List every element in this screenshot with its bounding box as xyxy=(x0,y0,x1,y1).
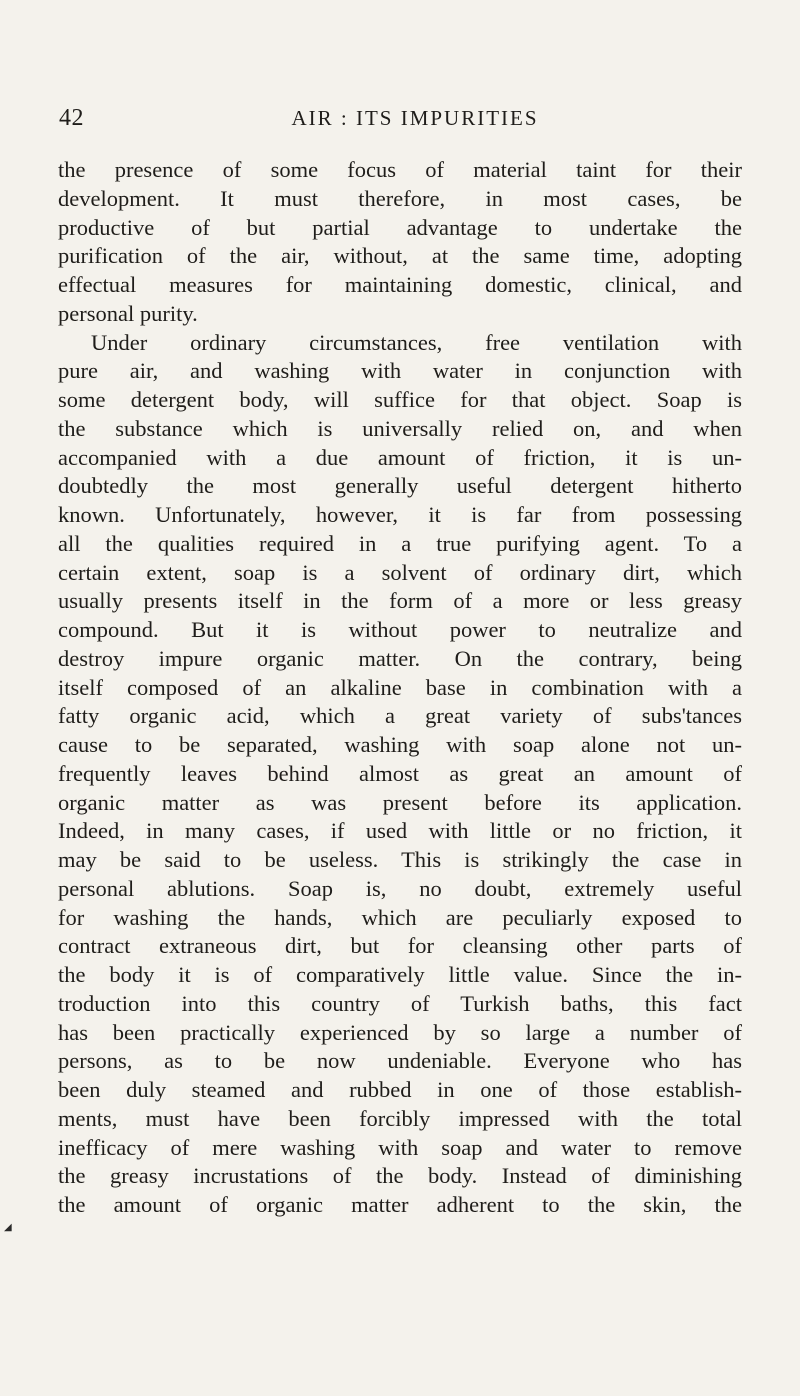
text-line: Under ordinary circumstances, free ventilation with xyxy=(91,329,742,355)
paragraph xyxy=(58,156,742,329)
text-line: the body it is of comparatively little value. Since the in- xyxy=(58,962,742,987)
text-line: may be said to be useless. This is strikingly the case in xyxy=(58,847,742,872)
text-line: contract extraneous dirt, but for cleansing other parts of xyxy=(58,933,742,959)
text-line: organic matter as was present before its application. xyxy=(58,789,742,815)
text-line: has been practically experienced by so large a number of xyxy=(58,1019,742,1045)
text-line: personal ablutions. Soap is, no doubt, extremely useful xyxy=(58,875,742,901)
text-line: certain extent, soap is a solvent of ordinary dirt, which xyxy=(58,559,742,585)
text-line: purification of the air, without, at the same time, adopting xyxy=(58,243,742,269)
text-line: Indeed, in many cases, if used with little or no friction, it xyxy=(58,818,742,844)
text-line: cause to be separated, washing with soap alone not un- xyxy=(58,732,742,757)
text-line: inefficacy of mere washing with soap and water to remove xyxy=(58,1134,742,1160)
text-line: troduction into this country of Turkish baths, this fact xyxy=(58,990,742,1016)
text-line: accompanied with a due amount of friction, it is un- xyxy=(58,444,742,470)
text-line: frequently leaves behind almost as great an amount of xyxy=(58,760,742,786)
page-number: 42 xyxy=(59,105,84,131)
text-line: usually presents itself in the form of a more or less greasy xyxy=(58,588,742,614)
text-line: doubtedly the most generally useful detergent hitherto xyxy=(58,473,742,499)
text-line: fatty organic acid, which a great variety of subs'tances xyxy=(58,703,742,729)
scan-edge-mark: ◢ xyxy=(4,1222,12,1233)
text-line: pure air, and washing with water in conjunction with xyxy=(58,358,742,384)
text-line: itself composed of an alkaline base in combination with a xyxy=(58,674,742,700)
text-line: known. Unfortunately, however, it is far from possessing xyxy=(58,502,742,527)
text-line: personal purity. xyxy=(58,300,198,326)
text-line: the amount of organic matter adherent to the skin, the xyxy=(58,1192,742,1217)
running-title: AIR : ITS IMPURITIES xyxy=(291,106,539,130)
text-line: persons, as to be now undeniable. Everyone who has xyxy=(58,1048,742,1074)
text-line: been duly steamed and rubbed in one of those establish- xyxy=(58,1077,742,1102)
text-line: effectual measures for maintaining domestic, clinical, and xyxy=(58,272,742,297)
text-line: some detergent body, will suffice for that object. Soap is xyxy=(58,387,742,412)
body-text xyxy=(58,156,742,1220)
text-line: destroy impure organic matter. On the contrary, being xyxy=(58,645,742,671)
running-head xyxy=(55,103,735,133)
text-line: ments, must have been forcibly impressed with the total xyxy=(58,1105,742,1131)
text-line: the greasy incrustations of the body. Instead of diminishing xyxy=(58,1163,742,1189)
text-line: all the qualities required in a true purifying agent. To a xyxy=(58,530,742,556)
text-line: the substance which is universally relied on, and when xyxy=(58,415,742,441)
text-line: for washing the hands, which are peculiarly exposed to xyxy=(58,904,742,930)
text-line: the presence of some focus of material taint for their xyxy=(58,157,742,182)
text-line: development. It must therefore, in most cases, be xyxy=(58,185,742,211)
text-line: productive of but partial advantage to undertake the xyxy=(58,214,742,240)
text-line: compound. But it is without power to neutralize and xyxy=(58,617,742,642)
paragraph xyxy=(58,329,742,1220)
